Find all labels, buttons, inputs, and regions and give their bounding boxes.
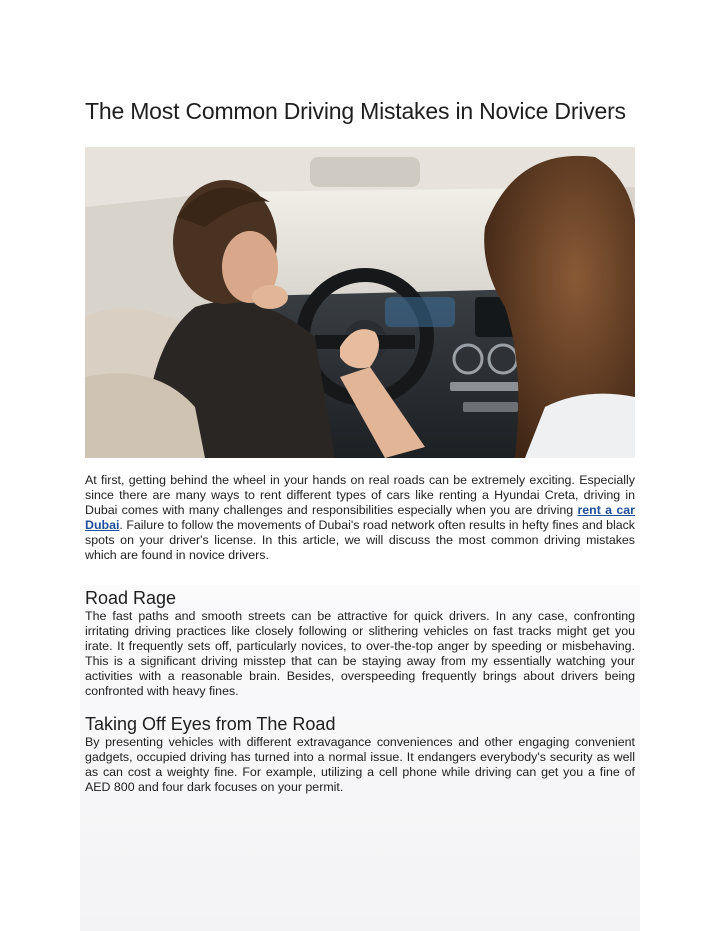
section-heading-eyes-off-road: Taking Off Eyes from The Road [85,714,336,735]
article [85,97,635,796]
intro-paragraph [85,473,635,564]
article-title: The Most Common Driving Mistakes in Novice Drivers [85,98,626,124]
intro-text-end: . Failure to follow the movements of Dubai's road network often results in hefty fines and black spots on your driver's license. In this article, we will discuss the most common driving mistakes which are found in novice drivers. [85,518,635,563]
intro-text-start: At first, getting behind the wheel in your hands on real roads can be extremely exciting. Especially since there are many ways to rent different types of cars like renting a Hyundai Creta, driving in Dubai comes with many challenges and responsibilities especially when you are driving [85,473,635,518]
section-body-eyes-off-road: By presenting vehicles with different extravagance conveniences and other engaging convenient gadgets, occupied driving has turned into a normal issue. It endangers everybody's security as well as can cost a weighty fine. For example, utilizing a cell phone while driving can get you a fine of AED 800 and four dark focuses on your permit. [85,735,635,795]
section-heading-road-rage: Road Rage [85,587,177,608]
article-photo [85,147,635,458]
section-body-road-rage: The fast paths and smooth streets can be attractive for quick drivers. In any case, confronting irritating driving practices like closely following or slithering vehicles on fast tracks might get you irate. It frequently sets off, particularly novices, to over-the-top anger by speeding or misbehaving. This is a significant driving misstep that can be staying away from my essentially watching your activities with a reasonable brain. Besides, overspeeding frequently brings about drivers being confronted with heavy fines. [85,608,635,699]
rent-a-car-dubai-link[interactable]: rent a car Dubai [85,503,635,533]
